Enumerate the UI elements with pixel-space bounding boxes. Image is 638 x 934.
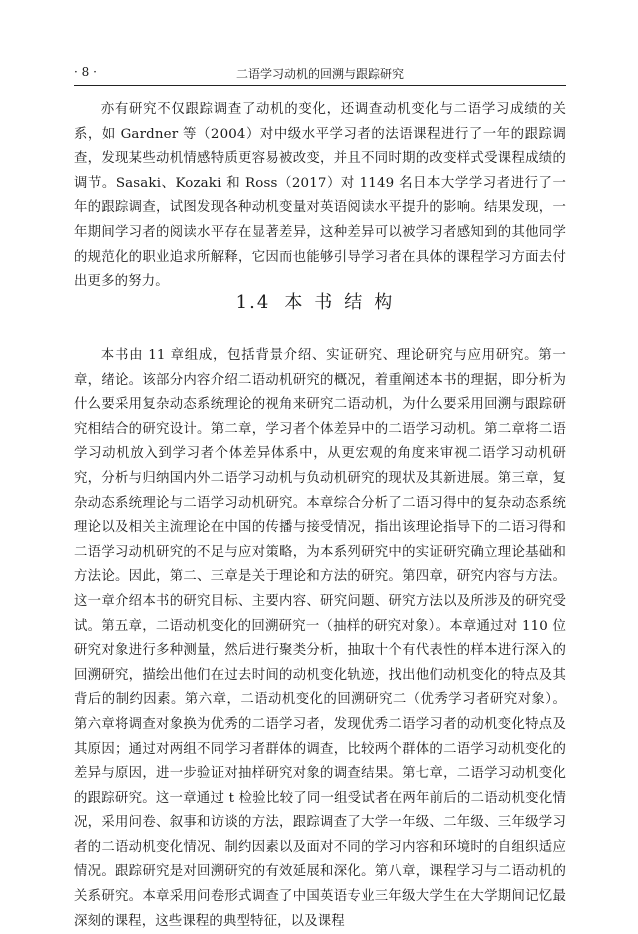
section-number: 1.4 [235,292,271,313]
body-paragraph: 本书由 11 章组成，包括背景介绍、实证研究、理论研究与应用研究。第一章，绪论。该部分内容介绍二语动机研究的概况，着重阐述本书的理据，即分析为什么要采用复杂动态系统理论的视角来研究二语动机，为什么要采用回溯与跟踪研究相结合的研究设计。第二章，学习者个体差异中的二语学习动机。第二章将二语学习动机放入到学习者个体差异体系中，从更宏观的角度来审视二语学习动机研究，分析与归纳国内外二语学习动机与负动机研究的现状及其新进展。第三章，复杂动态系统理论与二语学习动机研究。本章综合分析了二语习得中的复杂动态系统理论以及相关主流理论在中国的传播与接受情况，指出该理论指导下的二语习得和二语学习动机研究的不足与应对策略，为本系列研究中的实证研究确立理论基础和方法论。因此，第二、三章是关于理论和方法的研究。第四章，研究内容与方法。这一章介绍本书的研究目标、主要内容、研究问题、研究方法以及所涉及的研究受试。第五章，二语动机变化的回溯研究一（抽样的研究对象）。本章通过对 110 位研究对象进行多种测量，然后进行聚类分析，抽取十个有代表性的样本进行深入的回溯研究，描绘出他们在过去时间的动机变化轨迹，找出他们动机变化的特点及其背后的制约因素。第六章，二语动机变化的回溯研究二（优秀学习者研究对象）。第六章将调查对象换为优秀的二语学习者，发现优秀二语学习者的动机变化特点及其原因；通过对两组不同学习者群体的调查，比较两个群体的二语学习动机变化的差异与原因，进一步验证对抽样研究对象的调查结果。第七章，二语学习动机变化的跟踪研究。这一章通过 t 检验比较了同一组受试者在两年前后的二语动机变化情况，采用问卷、叙事和访谈的方法，跟踪调查了大学一年级、二年级、三年级学习者的二语动机变化情况、制约因素以及面对不同的学习内容和环境时的自组织适应情况。跟踪研究是对回溯研究的有效延展和深化。第八章，课程学习与二语动机的关系研究。本章采用问卷形式调查了中国英语专业三年级大学生在大学期间记忆最深刻的课程，这些课程的典型特征，以及课程 [74,348,566,929]
page-header [74,63,566,86]
page-number: · 8 · [74,65,97,79]
running-title: 二语学习动机的回溯与跟踪研究 [235,67,404,81]
section-title: 本书结构 [284,292,405,313]
body-paragraph: 亦有研究不仅跟踪调查了动机的变化，还调查动机变化与二语学习成绩的关系，如 Gardner 等（2004）对中级水平学习者的法语课程进行了一年的跟踪调查，发现某些动机情感特质更容易被改变，并且不同时期的改变样式受课程成绩的调节。Sasaki、Kozaki 和 Ross（2017）对 1149 名日本大学学习者进行了一年的跟踪调查，试图发现各种动机变量对英语阅读水平提升的影响。结果发现，一年期间学习者的阅读水平存在显著差异，这种差异可以被学习者感知到的其他同学的规范化的职业追求所解释，它因而也能够引导学习者在具体的课程学习方面去付出更多的努力。 [74,102,566,290]
section-heading [74,288,566,314]
